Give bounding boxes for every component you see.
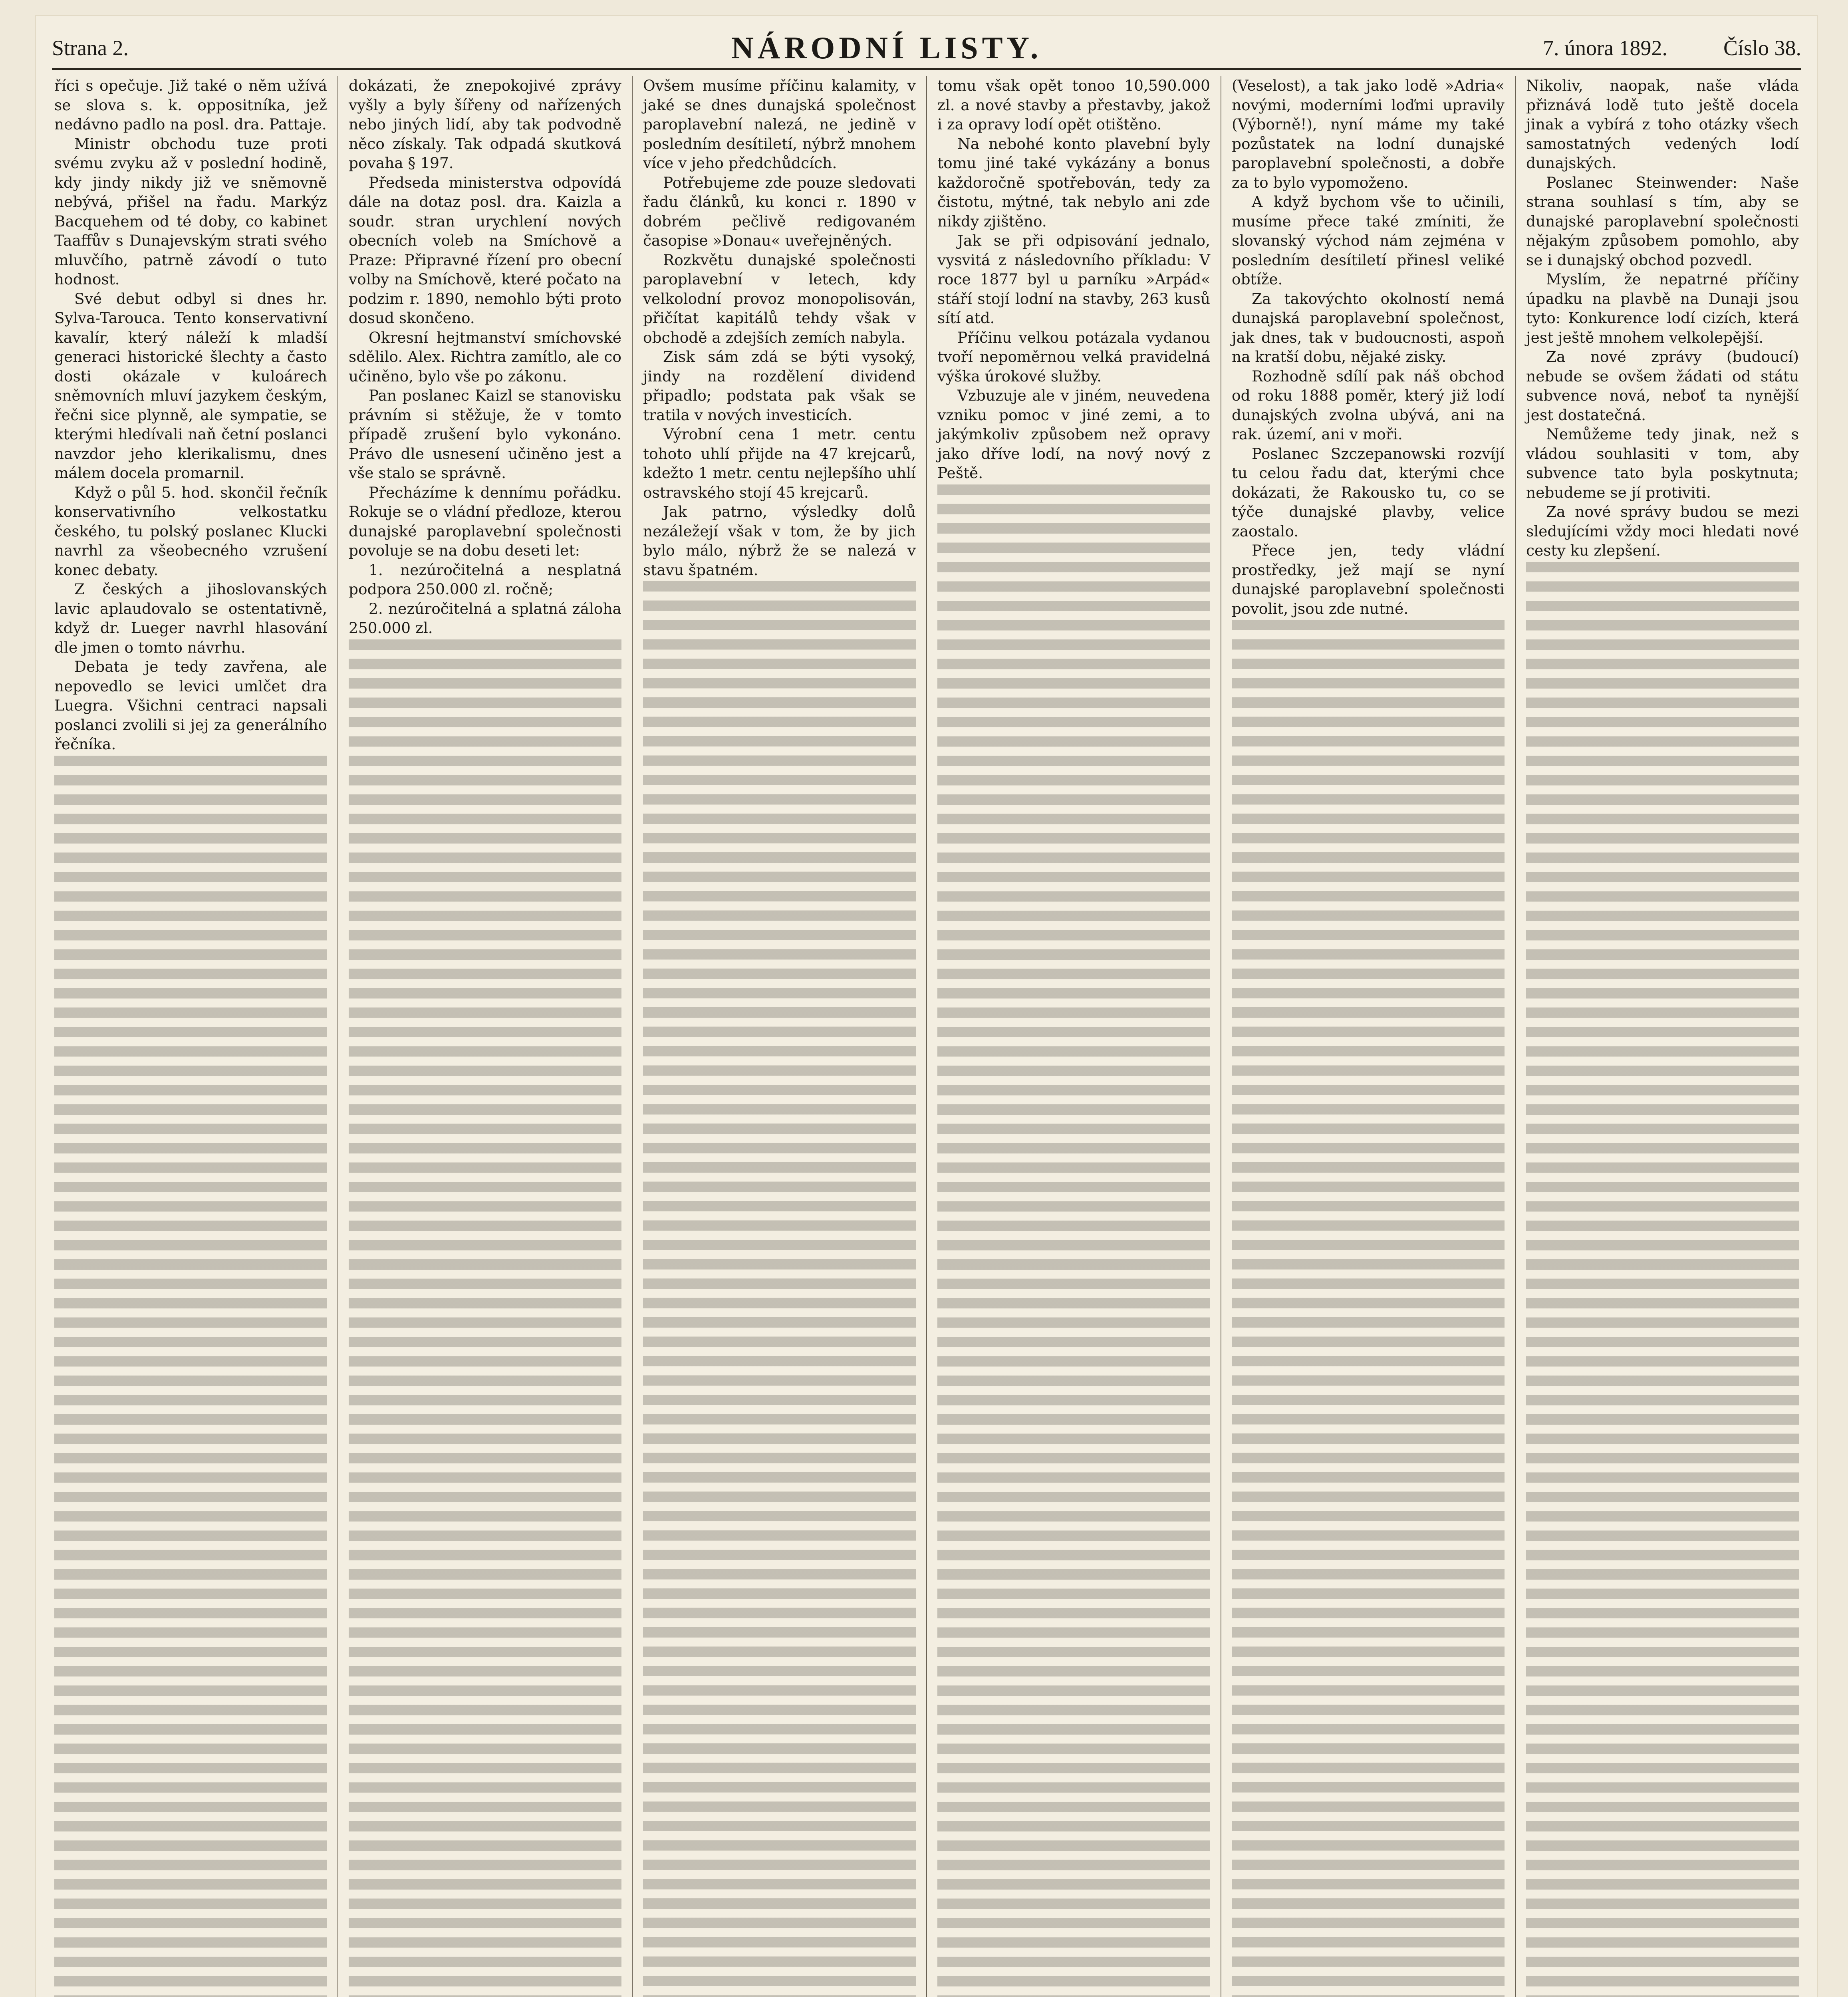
paragraph: tomu však opět tonoo 10,590.000 zl. a nové stavby a přestavby, jakož i za opravy lodí opět otištěno. <box>937 77 1210 133</box>
paragraph: Své debut odbyl si dnes hr. Sylva-Tarouca. Tento konservativní kavalír, který náleží k mladší generaci historické šlechty a často dosti okázale v kuloárech sněmovních mluví jazykem českým, řečni sice plynně, ale sympatie, se kterými hledívali naň četní poslanci navzdor jeho klerikalismu, dnes málem docela promarnil. <box>54 290 327 482</box>
newspaper-page <box>36 16 1817 1997</box>
text-lines <box>937 484 1210 1997</box>
issue-number: Číslo 38. <box>1723 36 1801 60</box>
paragraph: říci s opečuje. Již také o něm užívá se slova s. k. oppositníka, jež nedávno padlo na posl. dra. Pattaje. <box>54 77 327 133</box>
paragraph: Debata je tedy zavřena, ale nepovedlo se levici umlčet dra Luegra. Všichni centraci napsali poslanci zvolili si jej za generálního řečníka. <box>54 658 327 753</box>
newspaper-title: NÁRODNÍ LISTY. <box>731 30 1042 65</box>
text-column-4 <box>926 76 1221 1997</box>
paragraph: Zisk sám zdá se býti vysoký, jindy na rozdělení dividend připadlo; podstata pak však se tratila v nových investicích. <box>643 348 916 424</box>
text-column-1 <box>52 76 337 1997</box>
paragraph: 2. nezúročitelná a splatná záloha 250.000 zl. <box>349 599 621 637</box>
paragraph: Rozhodně sdílí pak náš obchod od roku 1888 poměr, který již lodí dunajských zvolna ubývá, ani na rak. území, ani v moři. <box>1232 367 1505 443</box>
text-lines <box>643 581 916 1997</box>
paragraph: Za nové správy budou se mezi sledujícími vždy moci hledati nové cesty ku zlepšení. <box>1526 503 1799 559</box>
text-lines <box>54 756 327 1997</box>
paragraph: Jak patrno, výsledky dolů nezáležejí však v tom, že by jich bylo málo, nýbrž že se nalezá v stavu špatném. <box>643 503 916 579</box>
paragraph: Přecházíme k dennímu pořádku. Rokuje se o vládní předloze, kterou dunajské paroplavební společnosti povoluje se na dobu deseti let: <box>349 483 621 559</box>
paragraph: Příčinu velkou potázala vydanou tvoří nepoměrnou velká pravidelná výška úrokové služby. <box>937 328 1210 385</box>
paragraph: (Veselost), a tak jako lodě »Adria« novými, moderními loďmi upravily (Výborně!), nyní máme my také pozůstatek na lodní dunajské paroplavební společnosti, a dobře za to bylo vypomoženo. <box>1232 77 1505 191</box>
paragraph: Vzbuzuje ale v jiném, neuvedena vzniku pomoc v jiné zemi, a to jakýmkoliv způsobem než opravy jako dříve lodí, na nový nový z Peště. <box>937 387 1210 482</box>
paragraph: Nikoliv, naopak, naše vláda přiznává lodě tuto ještě docela jinak a vybírá z toho otázky všech samostatných vedených lodí dunajských. <box>1526 77 1799 172</box>
paragraph: Přece jen, tedy vládní prostředky, jež mají se nyní dunajské paroplavební společnosti povolit, jsou zde nutné. <box>1232 542 1505 617</box>
paragraph: Nemůžeme tedy jinak, než s vládou souhlasiti v tom, aby subvence tato byla poskytnuta; nebudeme se jí protiviti. <box>1526 425 1799 501</box>
paragraph: Předseda ministerstva odpovídá dále na dotaz posl. dra. Kaizla a soudr. stran urychlení nových obecních voleb na Smíchově a Praze: Připravné řízení pro obecní volby na Smíchově, které počato na podzim r. 1890, nemohlo býti proto dosud skončeno. <box>349 173 621 327</box>
paragraph: Potřebujeme zde pouze sledovati řadu článků, ku konci r. 1890 v dobrém pečlivě redigovaném časopise »Donau« uveřejněných. <box>643 173 916 249</box>
paragraph: Výrobní cena 1 metr. centu tohoto uhlí přijde na 47 krejcarů, kdežto 1 metr. centu nejlepšího uhlí ostravského stojí 45 krejcarů. <box>643 425 916 501</box>
text-lines <box>349 639 621 1997</box>
paragraph: dokázati, že znepokojivé zprávy vyšly a byly šířeny od nařízených nebo jiných lidí, aby tak podvodně něco získaly. Tak odpadá skutková povaha § 197. <box>349 77 621 172</box>
paragraph: Jak se při odpisování jednalo, vysvitá z následovního příkladu: V roce 1877 byl u parníku »Arpád« stáří stojí lodní na stavby, 263 kusů sítí atd. <box>937 232 1210 327</box>
page-number: Strana 2. <box>52 36 129 60</box>
article-columns <box>52 76 1801 1997</box>
paragraph: Ministr obchodu tuze proti svému zvyku až v poslední hodině, kdy jindy nikdy již ve sněmovně nebývá, přišel na řadu. Markýz Bacquehem od té doby, co kabinet Taaffův s Dunajevským strati svého mluvčího, patrně závodí o tuto hodnost. <box>54 135 327 288</box>
paragraph: Ovšem musíme příčinu kalamity, v jaké se dnes dunajská společnost paroplavební nalezá, ne jedině v posledním desítiletí, nýbrž mnohem více v jeho předchůdcích. <box>643 77 916 172</box>
paragraph: Z českých a jihoslovanských lavic aplaudovalo se ostentativně, když dr. Lueger navrhl hlasování dle jmen o tomto návrhu. <box>54 580 327 656</box>
paragraph: Rozkvětu dunajské společnosti paroplavební v letech, kdy velkolodní provoz monopolisován, přičítat kapitálů tehdy však v obchodě a zdejších zemích nabyla. <box>643 251 916 346</box>
header-right <box>1362 36 1801 60</box>
text-column-2 <box>337 76 632 1997</box>
paragraph: Za takovýchto okolností nemá dunajská paroplavební společnost, jak dnes, tak v budoucnosti, aspoň na kratší dobu, nějaké zisky. <box>1232 290 1505 365</box>
text-column-3 <box>632 76 926 1997</box>
text-column-6 <box>1515 76 1801 1997</box>
paragraph: Když o půl 5. hod. skončil řečník konservativního velkostatku českého, tu polský poslanec Klucki navrhl za všeobecného vzrušení konec debaty. <box>54 483 327 579</box>
paragraph: 1. nezúročitelná a nesplatná podpora 250.000 zl. ročně; <box>349 561 621 598</box>
paragraph: Poslanec Steinwender: Naše strana souhlasí s tím, aby se dunajské paroplavební společnosti nějakým způsobem pomohlo, aby se i dunajský obchod pozvedl. <box>1526 173 1799 269</box>
paragraph: Na nebohé konto plavební byly tomu jiné také vykázány a bonus každoročně spotřebován, tedy za čistotu, mýtné, tak nebylo ani zde nikdy zjištěno. <box>937 135 1210 230</box>
paragraph: Okresní hejtmanství smíchovské sdělilo. Alex. Richtra zamítlo, ale co učiněno, bylo vše po zákonu. <box>349 328 621 385</box>
page-header <box>52 28 1801 70</box>
issue-date: 7. února 1892. <box>1543 36 1667 60</box>
text-column-5 <box>1221 76 1515 1997</box>
paragraph: A když bychom vše to učinili, musíme přece také zmíniti, že slovanský východ nám zejména v posledním desítiletí přinesl veliké obtíže. <box>1232 193 1505 288</box>
paragraph: Za nové zprávy (budoucí) nebude se ovšem žádati od státu subvence nová, neboť ta nynější jest dostatečná. <box>1526 348 1799 424</box>
text-lines <box>1526 562 1799 1997</box>
paragraph: Poslanec Szczepanowski rozvíjí tu celou řadu dat, kterými chce dokázati, že Rakousko tu, co se týče dunajské plavby, velice zaostalo. <box>1232 445 1505 540</box>
paragraph: Myslím, že nepatrné příčiny úpadku na plavbě na Dunaji jsou tyto: Konkurence lodí cizích, která jest ještě mnohem velkolepější. <box>1526 270 1799 346</box>
text-lines <box>1232 620 1505 1997</box>
paragraph: Pan poslanec Kaizl se stanovisku právním si stěžuje, že v tomto případě zrušení bylo vykonáno. Právo dle usnesení učiněno jest a vše stalo se správně. <box>349 387 621 482</box>
